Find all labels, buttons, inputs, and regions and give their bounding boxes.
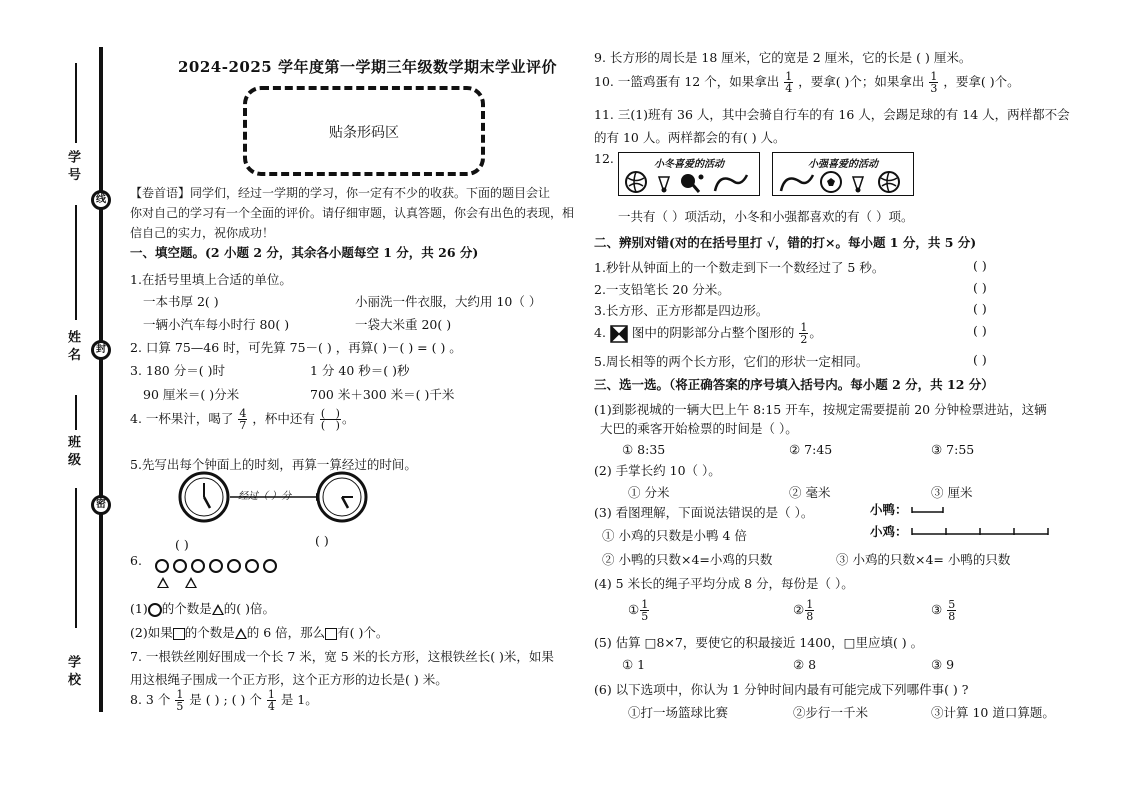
question-item: 小丽洗一件衣服，大约用 10（ ） [355,294,542,309]
choice-question: (3) 看图理解，下面说法错误的是（ ）。 [594,505,814,520]
judge-item: 2.一支铅笔长 20 分米。 [594,282,730,297]
choice-option: ② 小鸭的只数×4=小鸡的只数 [602,552,773,567]
question-item: 1 分 40 秒＝( )秒 [310,363,410,378]
volleyball-icon [626,172,646,192]
question-text: 图中的阴影部分占整个图形的 [631,325,795,340]
fraction [784,71,793,94]
judge-item: 1.秒针从钟面上的一个数走到下一个数经过了 5 秒。 [594,260,885,275]
seal-line [99,47,103,712]
question-text: (1) [130,601,148,616]
judge-item: 3.长方形、正方形都是四边形。 [594,303,769,318]
numerator: 1 [806,598,814,611]
barcode-label: 贴条形码区 [329,125,399,141]
fraction [929,71,938,94]
answer-blank: ( ) [315,533,329,548]
option-number: ② [793,602,805,617]
question-text: 的( )倍。 [223,601,275,616]
numerator: 1 [930,70,938,83]
choice-option: ③ 7:55 [931,442,975,457]
choice-question: (2) 手掌长约 10（ ）。 [594,463,721,478]
fraction [175,689,184,712]
question: 2. 口算 75—46 时，可先算 75－( ) ，再算( )－( ) = ( ) 。 [130,340,462,355]
choice-option [931,599,957,622]
choice-option: ② 毫米 [789,485,831,500]
page-title: 2024-2025 学年度第一学期三年级数学期末学业评价 [178,58,557,76]
bar-diagram [910,503,1052,539]
answer-blank: ( ) [175,537,189,552]
choice-option: ① 分米 [628,485,670,500]
numerator: 1 [641,598,649,611]
question-item [130,623,388,641]
circle-icon [173,559,187,573]
question: 用这根绳子围成一个正方形，这个正方形的边长是( ) 米。 [130,672,448,687]
numerator: 1 [176,688,184,701]
question-text: 4. 一杯果汁，喝了 [130,411,234,426]
square-icon [325,628,337,640]
option-number: ③ [931,602,943,617]
question-text: 的个数是 [184,625,235,640]
question: 7. 一根铁丝刚好围成一个长 7 米，宽 5 米的长方形，这根铁丝长( )米，如果 [130,649,554,664]
triangle-icon [235,628,247,639]
question-text: 的个数是 [161,601,212,616]
fraction [799,322,808,345]
activity-box-title: 小强喜爱的活动 [808,159,878,170]
circle-icon [227,559,241,573]
answer-blank: ( ) [973,258,987,273]
choice-question: 大巴的乘客开始检票的时间是（ ）。 [600,421,798,436]
choice-option: ① 8:35 [622,442,666,457]
question: 11. 三(1)班有 36 人，其中会骑自行车的有 16 人，会踢足球的有 14 人，两样都不会 [594,107,1070,122]
activity-box-xiaoqiang [772,152,914,196]
question-number: 12. [594,151,614,166]
denominator: 5 [176,700,184,713]
question-text: 有( )个。 [337,625,389,640]
fraction [947,599,956,622]
choice-option: ① 1 [622,657,646,672]
circle-row [155,557,277,573]
answer-blank: ( ) [973,280,987,295]
numerator: 1 [785,70,793,83]
triangle-icon [157,577,169,588]
denominator: 2 [800,333,808,346]
denominator: 4 [785,82,793,95]
circle-icon [263,559,277,573]
triangle-icon [185,577,197,588]
choice-option: ③ 厘米 [931,485,973,500]
question: 9. 长方形的周长是 18 厘米，它的宽是 2 厘米，它的长是 ( ) 厘米。 [594,50,972,65]
choice-option: ③ 9 [931,657,955,672]
section-heading: 二、辨别对错(对的在括号里打 √，错的打×。每小题 1 分，共 5 分) [594,235,977,250]
jump-rope-icon [781,175,813,191]
question-item [130,599,275,617]
question-text: 是 ( ) ; ( ) 个 [189,692,262,707]
school-label: 学 校 [65,655,80,686]
choice-option: ③计算 10 道口算题。 [931,705,1055,720]
answer-blank: ( ) [973,352,987,367]
shaded-square-figure [610,325,628,343]
question-text: 8. 3 个 [130,692,171,707]
section-heading: 三、选一选。（将正确答案的序号填入括号内。每小题 2 分，共 12 分） [594,377,994,392]
question-number: 6. [130,553,142,568]
square-icon [173,628,185,640]
line [75,488,77,628]
question-text: 10. 一篮鸡蛋有 12 个，如果拿出 [594,74,780,89]
chick-label: 小鸡： [870,524,908,539]
answer-fraction-blank: $\frac{( )}{( )}$ [320,407,340,432]
question [130,689,318,712]
question-text: 是 1。 [280,692,318,707]
numerator: 1 [267,688,275,701]
judge-item: 5.周长相等的两个长方形，它们的形状一定相同。 [594,354,869,369]
choice-option: ② 8 [793,657,817,672]
shuttlecock-icon [853,177,863,189]
intro-line: 【卷首语】同学们，经过一学期的学习，你一定有不少的收获。下面的题目会让 [130,186,551,200]
volleyball-icon [879,172,899,192]
question-item: 一本书厚 2( ) [143,294,219,309]
line [75,63,77,143]
triangle-icon [212,604,224,615]
question [594,71,1020,94]
fraction [267,689,276,712]
question-text: 4. [594,325,606,340]
choice-option: ① 小鸡的只数是小鸭 4 倍 [602,528,747,543]
question-item: 90 厘米＝( )分米 [143,387,240,402]
question-text: (2)如果 [130,625,173,640]
seal-mark: 封 [91,340,111,360]
circle-icon [155,559,169,573]
class-label: 班 级 [65,435,80,466]
answer-blank: ( ) [973,301,987,316]
question-item: 一袋大米重 20( ) [355,317,452,332]
numerator: 5 [948,598,956,611]
question-text: ，要拿( )个。 [943,74,1020,89]
name-label: 姓 名 [65,330,80,361]
line [75,395,77,430]
question-item: 一辆小汽车每小时行 80( ) [143,317,290,332]
clock-face-left [180,473,228,521]
circle-icon [245,559,259,573]
seal-mark: 线 [91,190,111,210]
option-number: ① [628,602,640,617]
circle-icon [148,603,162,617]
section-heading: 一、填空题。(2 小题 2 分，其余各小题每空 1 分，共 26 分) [130,245,479,260]
question: 一共有（ ）项活动，小冬和小强都喜欢的有（ ）项。 [618,209,914,224]
activity-box-xiaodong [618,152,760,196]
activity-box-title: 小冬喜爱的活动 [654,159,724,170]
seal-mark: 密 [91,495,111,515]
question: 5.先写出每个钟面上的时刻，再算一算经过的时间。 [130,457,417,472]
choice-option: ②步行一千米 [793,705,869,720]
choice-option: ③ 小鸡的只数×4= 小鸭的只数 [836,552,1011,567]
choice-option: ② 7:45 [789,442,833,457]
choice-option [793,599,815,622]
question: 的有 10 人。两样都会的有( ) 人。 [594,130,786,145]
choice-question: (4) 5 米长的绳子平均分成 8 分，每份是（ ）。 [594,576,854,591]
answer-blank: ( ) [973,323,987,338]
activity-icons [777,169,911,195]
question-text: 的 6 倍，那么 [246,625,326,640]
denominator: 8 [948,610,956,623]
triangle-row [157,574,197,589]
choice-option [628,599,650,622]
denominator: 5 [641,610,649,623]
circle-icon [191,559,205,573]
question: 4. 一杯果汁，喝了 $\frac{4}{7}$ ，杯中还有 $\frac{( )}{( )}$ 。 [130,407,355,432]
choice-option: ①打一场篮球比赛 [628,705,729,720]
choice-question: (1)到影视城的一辆大巴上午 8:15 开车，按规定需要提前 20 分钟检票进站，这辆 [594,402,1047,417]
student-id-label: 学 号 [65,150,80,181]
question-text: ，要拿( )个；如果拿出 [798,74,925,89]
clock-face-right [318,473,366,521]
circle-icon [209,559,223,573]
intro-line: 你对自己的学习有一个全面的评价。请仔细审题，认真答题，你会有出色的表现，相 [130,206,575,220]
denominator: 7 [239,419,247,432]
shuttlecock-icon [659,177,669,189]
question-text: ，杯中还有 [252,411,315,426]
activity-icons [623,169,757,195]
fraction [640,599,649,622]
fraction [238,408,247,431]
question-item: 700 米＋300 米＝( )千米 [310,387,455,402]
judge-item: 4. 图中的阴影部分占整个图形的 $\frac{1}{2}$ 。 [594,321,822,346]
denominator: 4 [267,700,275,713]
jump-rope-icon [715,175,747,191]
question: 1.在括号里填上合适的单位。 [130,272,292,287]
fraction [805,599,814,622]
numerator: 1 [800,321,808,334]
choice-question: (5) 估算 □8×7，要使它的积最接近 1400，□里应填( ) 。 [594,635,924,650]
denominator: 3 [930,82,938,95]
question-item: 3. 180 分＝( )时 [130,363,225,378]
elapsed-time-label: 经过（ ）分 [238,491,292,502]
numerator: 4 [239,407,247,420]
choice-question: (6) 以下选项中，你认为 1 分钟时间内最有可能完成下列哪件事( ) ? [594,682,969,697]
barcode-area [243,86,485,176]
intro-line: 信自己的实力，祝你成功！ [130,226,275,240]
duck-label: 小鸭： [870,502,908,517]
line [75,205,77,320]
denominator: 8 [806,610,814,623]
